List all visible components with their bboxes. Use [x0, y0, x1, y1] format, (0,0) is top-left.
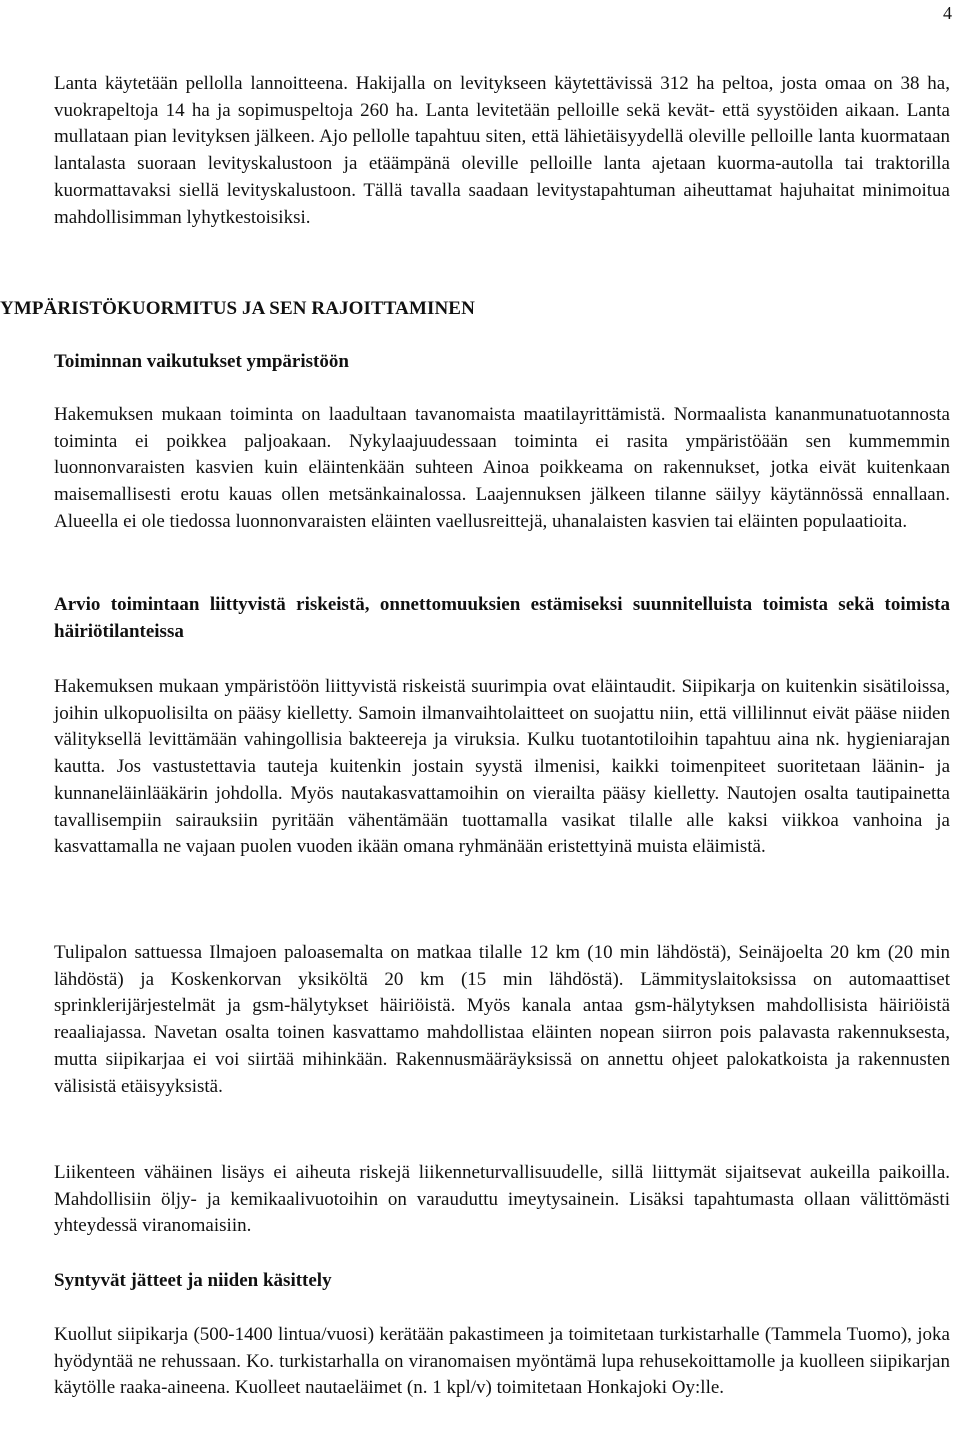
- main-heading: YMPÄRISTÖKUORMITUS JA SEN RAJOITTAMINEN: [0, 298, 475, 319]
- impacts-section: [54, 402, 950, 536]
- waste-heading-block: [54, 1268, 950, 1295]
- risk-section-2: [54, 940, 950, 1100]
- risk-paragraph-2: Tulipalon sattuessa Ilmajoen paloasemalta on matkaa tilalle 12 km (10 min lähdöstä), Seinäjoelta 20 km (20 min lähdöstä) ja Koskenkorvan yksiköltä 20 km (15 min lähdöstä). Lämmityslaitoksissa on automaattiset sprinklerijärjestelmät ja gsm-hälytykset häiriöistä. Myös kanala antaa gsm-hälytyksen mahdollisista häiriöistä reaaliajassa. Navetan osalta toinen kasvattamo mahdollistaa eläinten nopean siirron pois palavasta rakennuksesta, mutta siipikarjaa ei voi siirtää mihinkään. Rakennusmääräyksissä on annettu ohjeet palokatkoista ja rakennusten välisistä etäisyyksistä.: [54, 942, 950, 1097]
- waste-heading: Syntyvät jätteet ja niiden käsittely: [54, 1270, 332, 1291]
- risk-paragraph-1: Hakemuksen mukaan ympäristöön liittyvistä riskeistä suurimpia ovat eläintaudit. Siipikarja on kuitenkin sisätiloissa, joihin ulkopuolisilta on pääsy kielletty. Samoin ilmanvaihtolaitteet on suojattu niin, että villilinnut eivät pääse niiden välityksellä levittämään vahingollisia bakteereja ja viruksia. Kulku tuotantotiloihin tapahtuu aina nk. hygieniarajan kautta. Jos vastustettavia tauteja kuitenkin jostain syystä ilmenisi, kaikki toimenpiteet suoritetaan läänin- ja kunnaneläinlääkärin johdolla. Myös nautakasvattamoihin on vierailta pääsy kielletty. Nautojen osalta tautipainetta tavallisempiin sairauksiin pyritään vähentämään tuottamalla vasikat tilalle alle kaksi viikkoa vanhoina ja kasvattamalla ne vajaan puolen vuoden ikään omana ryhmänään eristettyinä muista eläimistä.: [54, 676, 950, 858]
- risk-section-1: [54, 674, 950, 861]
- risk-paragraph-3: Liikenteen vähäinen lisäys ei aiheuta riskejä liikenneturvallisuudelle, sillä liittymät sijaitsevat aukeilla paikoilla. Mahdollisiin öljy- ja kemikaalivuotoihin on varauduttu imeytysainein. Lisäksi tapahtumasta ollaan välittömästi yhteydessä viranomaisiin.: [54, 1162, 950, 1237]
- waste-section: [54, 1322, 950, 1402]
- risk-heading-block: [54, 592, 950, 645]
- risk-heading: Arvio toimintaan liittyvistä riskeistä, onnettomuuksien estämiseksi suunnitelluista toimista sekä toimista häiriötilanteissa: [54, 594, 950, 642]
- impacts-heading: Toiminnan vaikutukset ympäristöön: [54, 351, 349, 372]
- risk-section-3: [54, 1160, 950, 1240]
- waste-paragraph: Kuollut siipikarja (500-1400 lintua/vuosi) kerätään pakastimeen ja toimitetaan turkistarhalle (Tammela Tuomo), joka hyödyntää ne rehussaan. Ko. turkistarhalla on viranomaisen myöntämä lupa rehusekoittamolle ja kuolleen siipikarjan käytölle raaka-aineena. Kuolleet nautaeläimet (n. 1 kpl/v) toimitetaan Honkajoki Oy:lle.: [54, 1324, 950, 1399]
- page-number: 4: [943, 3, 952, 23]
- intro-section: [54, 71, 950, 231]
- impacts-heading-block: [54, 349, 950, 376]
- impacts-paragraph: Hakemuksen mukaan toiminta on laadultaan tavanomaista maatilayrittämistä. Normaalista kananmunatuotannosta toiminta ei poikkea paljoakaan. Nykylaajuudessaan toiminta ei rasita ympäristöään sen kummemmin luonnonvaraisten kasvien kuin eläintenkään suhteen Ainoa poikkeama on rakennukset, jotka eivät kuitenkaan maisemallisesti erotu kauas ollen metsänkainalossa. Laajennuksen jälkeen tilanne säilyy käytännössä ennallaan. Alueella ei ole tiedossa luonnonvaraisten eläinten vaellusreittejä, uhanalaisten kasvien tai eläinten populaatioita.: [54, 404, 950, 532]
- intro-paragraph: Lanta käytetään pellolla lannoitteena. Hakijalla on levitykseen käytettävissä 312 ha peltoa, josta omaa on 38 ha, vuokrapeltoja 14 ha ja sopimuspeltoja 260 ha. Lanta levitetään pelloille sekä kevät- että syystöiden aikaan. Lanta mullataan pian levityksen jälkeen. Ajo pellolle tapahtuu siten, että lähietäisyydellä oleville pelloille lanta kuormataan lantalasta suoraan levityskalustoon ja etäämpänä oleville pelloille lanta ajetaan kuorma-autolla tai traktorilla kuormattavaksi siellä levityskalustoon. Tällä tavalla saadaan levitystapahtuman aiheuttamat hajuhaitat minimoitua mahdollisimman lyhytkestoisiksi.: [54, 73, 950, 228]
